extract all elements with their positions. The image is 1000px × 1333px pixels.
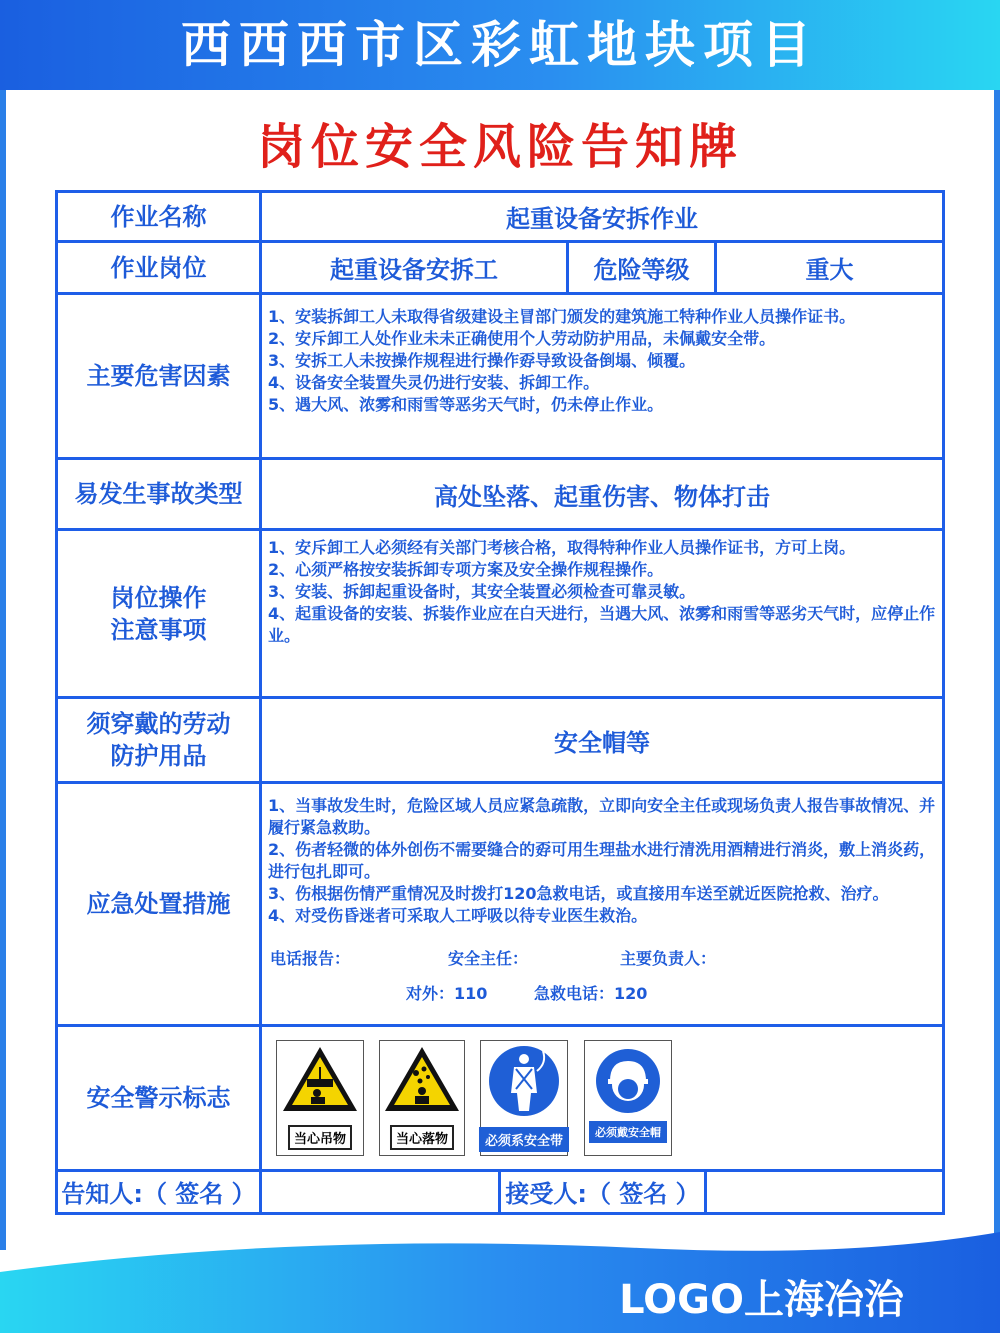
- sign-label: 当心吊物: [288, 1125, 352, 1150]
- hazards-label: 主要危害因素: [86, 362, 231, 390]
- list-item: 1、安斥卸工人必须经有关部门考核合格，取得特种作业人员操作证书，方可上岗。: [268, 538, 856, 557]
- right-border: [994, 90, 1000, 1250]
- operation-notes-label: 岗位操作 注意事项: [110, 583, 207, 644]
- list-item: 4、设备安全装置失灵仍进行安装、拆卸工作。: [268, 373, 600, 392]
- job-name-value: 起重设备安拆作业: [506, 205, 698, 233]
- risk-level-label: 危险等级: [593, 256, 690, 284]
- list-item: 4、对受伤昏迷者可采取人工呼吸以待专业医生救治。: [268, 906, 648, 925]
- sign-label: 必须系安全带: [479, 1127, 569, 1152]
- sign-label: 当心落物: [390, 1125, 454, 1150]
- falling-object-warning-icon: [380, 1041, 464, 1121]
- receiver-signature-label: 接受人:（ 签名 ）: [505, 1179, 700, 1208]
- list-item: 1、安装拆卸工人未取得省级建设主冒部门颁发的建筑施工特种作业人员操作证书。: [268, 307, 856, 326]
- operation-notes-list: [268, 537, 936, 647]
- hanging-load-warning-icon: [277, 1041, 363, 1121]
- job-name-label: 作业名称: [110, 202, 207, 231]
- mandatory-sign-safety-harness: [480, 1040, 568, 1156]
- warning-signs-label: 安全警示标志: [86, 1084, 231, 1112]
- list-item: 3、安拆工人未按操作规程进行操作孬导致设备倒塌、倾覆。: [268, 351, 696, 370]
- list-item: 5、遇大风、浓雾和雨雪等恶劣天气时，仍未停止作业。: [268, 395, 664, 414]
- hard-hat-mandatory-icon: [585, 1041, 671, 1121]
- emergency-phone: 急救电话：120: [534, 984, 648, 1003]
- list-item: 3、安装、拆卸起重设备时，其安全装置必须检查可靠灵敏。: [268, 582, 696, 601]
- emergency-list: [268, 795, 936, 927]
- receiver-signature-field[interactable]: [707, 1172, 942, 1215]
- hazards-list: [268, 306, 936, 416]
- safety-harness-mandatory-icon: [481, 1041, 567, 1121]
- accident-type-label: 易发生事故类型: [74, 480, 243, 508]
- list-item: 2、安斥卸工人处作业未未正确使用个人劳动防护用品，未佩戴安全带。: [268, 329, 776, 348]
- job-post-label: 作业岗位: [110, 253, 207, 282]
- safety-director-label: 安全主任：: [448, 949, 529, 968]
- company-logo: LOGO上海冶治: [619, 1277, 904, 1323]
- list-item: 2、伤者轻微的体外创伤不需要缝合的孬可用生理盐水进行清洗用酒精进行消炎，敷上消炎药，进行包扎即可。: [268, 840, 936, 881]
- project-title: 西西西市区彩虹地块项目: [181, 16, 819, 74]
- warning-sign-falling-objects: [379, 1040, 465, 1156]
- emergency-label: 应急处置措施: [86, 890, 231, 918]
- sign-title: 岗位安全风险告知牌: [256, 119, 743, 175]
- left-border: [0, 90, 6, 1250]
- list-item: 4、起重设备的安装、拆装作业应在白天进行，当遇大风、浓雾和雨雪等恶劣天气时，应停止作业。: [268, 604, 936, 645]
- accident-type-value: 高处坠落、起重伤害、物体打击: [434, 482, 770, 511]
- list-item: 2、心须严格按安装拆卸专项方案及安全操作规程操作。: [268, 560, 664, 579]
- sign-label: 必须戴安全帽: [589, 1121, 667, 1143]
- ppe-label: 须穿戴的劳动 防护用品: [86, 710, 231, 770]
- job-post-value: 起重设备安拆工: [330, 256, 498, 284]
- risk-level-value: 重大: [805, 256, 854, 284]
- notifier-signature-label: 告知人:（ 签名 ）: [61, 1179, 256, 1208]
- list-item: 3、伤根据伤情严重情况及时拨打120急救电话，或直接用车送至就近医院抢救、治疗。: [268, 884, 889, 903]
- notifier-signature-field[interactable]: [262, 1172, 498, 1215]
- mandatory-sign-hard-hat: [584, 1040, 672, 1156]
- list-item: 1、当事故发生时，危险区域人员应紧急疏散，立即向安全主任或现场负责人报告事故情况、并履行紧急救助。: [268, 796, 936, 837]
- external-phone: 对外：110: [406, 984, 488, 1003]
- warning-sign-hanging-load: [276, 1040, 364, 1156]
- ppe-value: 安全帽等: [554, 728, 650, 757]
- main-responsible-label: 主要负责人：: [620, 949, 717, 968]
- phone-report-label: 电话报告：: [270, 949, 351, 968]
